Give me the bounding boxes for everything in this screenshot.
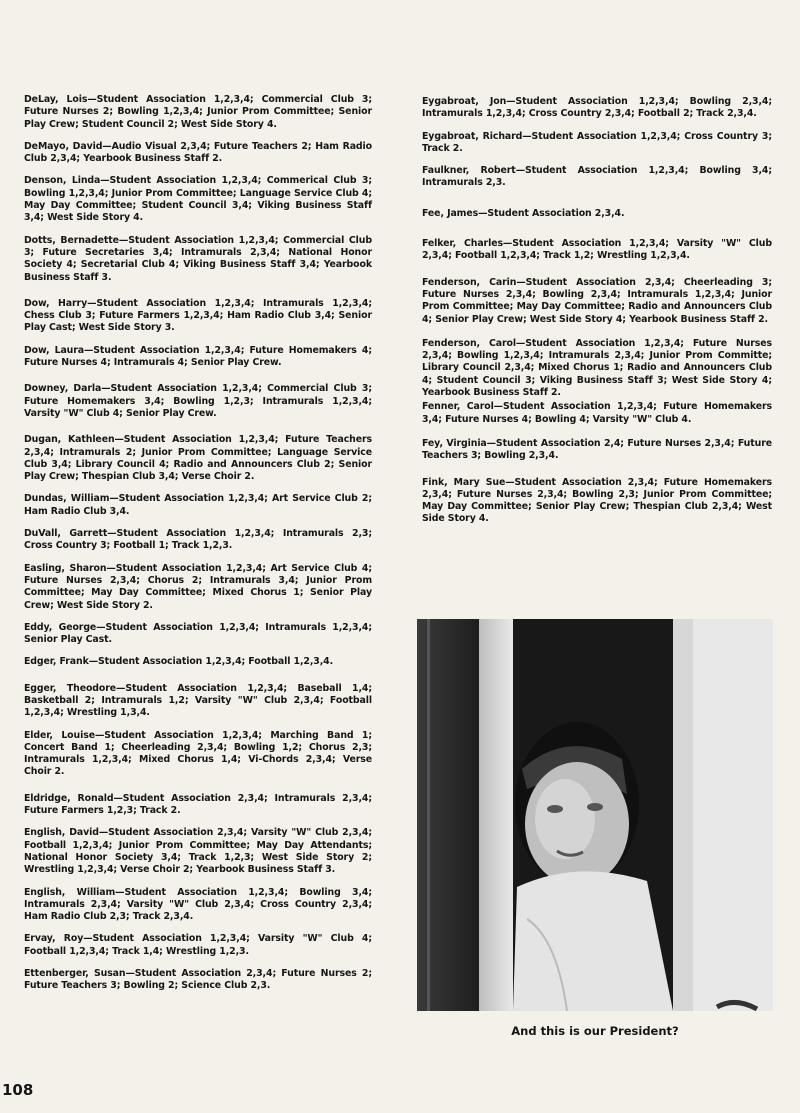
senior-entry: Eygabroat, Jon—Student Association 1,2,3,4; Bowling 2,3,4; Intramurals 1,2,3,4; Cross Country 2,3,4; Football 2; Track 2,3,4. [422, 96, 772, 120]
senior-entry: Downey, Darla—Student Association 1,2,3,4; Commercial Club 3; Future Homemakers 3,4; Bowling 1,2,3; Intramurals 1,2,3,4; Varsity "W" Club 4; Senior Play Crew. [24, 383, 372, 419]
left-column [24, 94, 372, 993]
senior-entry: Denson, Linda—Student Association 1,2,3,4; Commerical Club 3; Bowling 1,2,3,4; Junior Prom Committee; Language Service Club 4; May Day Committee; Student Council 3,4; Viking Business Staff 3,4; West Side Story 4. [24, 175, 372, 224]
senior-entry: DeLay, Lois—Student Association 1,2,3,4; Commercial Club 3; Future Nurses 2; Bowling 1,2,3,4; Junior Prom Committee; Senior Play Crew; Student Council 2; West Side Story 4. [24, 94, 372, 130]
senior-entry: Fenner, Carol—Student Association 1,2,3,4; Future Homemakers 3,4; Future Nurses 4; Bowling 4; Varsity "W" Club 4. [422, 401, 772, 425]
photo-caption: And this is our President? [511, 1024, 679, 1038]
senior-entry: Edger, Frank—Student Association 1,2,3,4; Football 1,2,3,4. [24, 656, 334, 668]
president-photo [417, 619, 773, 1011]
senior-entry: Dotts, Bernadette—Student Association 1,2,3,4; Commercial Club 3; Future Secretaries 3,4; Intramurals 2,3,4; National Honor Society 4; Secretarial Club 4; Viking Business Staff 3,4; Yearbook Business Staff 3. [24, 234, 372, 283]
senior-entry: Eldridge, Ronald—Student Association 2,3,4; Intramurals 2,3,4; Future Farmers 1,2,3; Track 2. [24, 792, 372, 817]
senior-entry: Easling, Sharon—Student Association 1,2,3,4; Art Service Club 4; Future Nurses 2,3,4; Chorus 2; Intramurals 3,4; Junior Prom Committee; May Day Committee; Mixed Chorus 1; Senior Play Crew; West Side Story 2. [24, 562, 372, 611]
senior-entry: Elder, Louise—Student Association 1,2,3,4; Marching Band 1; Concert Band 1; Cheerleading 2,3,4; Bowling 1,2; Chorus 2,3; Intramurals 1,2,3,4; Mixed Chorus 1,4; Vi-Chords 2,3,4; Verse Choir 2. [24, 729, 372, 778]
senior-entry: DuVall, Garrett—Student Association 1,2,3,4; Intramurals 2,3; Cross Country 3; Football 1; Track 1,2,3. [24, 528, 372, 552]
senior-entry: Egger, Theodore—Student Association 1,2,3,4; Baseball 1,4; Basketball 2; Intramurals 1,2; Varsity "W" Club 2,3,4; Football 1,2,3,4; Wrestling 1,3,4. [24, 682, 372, 719]
senior-entry: Fee, James—Student Association 2,3,4. [422, 207, 625, 219]
senior-entry: Ettenberger, Susan—Student Association 2,3,4; Future Nurses 2; Future Teachers 3; Bowling 2; Science Club 2,3. [24, 968, 372, 992]
senior-entry: Dundas, William—Student Association 1,2,3,4; Art Service Club 2; Ham Radio Club 3,4. [24, 493, 372, 517]
senior-entry: Fink, Mary Sue—Student Association 2,3,4; Future Homemakers 2,3,4; Future Nurses 2,3,4; Bowling 2,3; Junior Prom Committee; May Day Committee; Senior Play Crew; Thespian Club 2,3,4; West Side Story 4. [422, 476, 772, 525]
right-column [422, 96, 772, 526]
senior-entry: Fenderson, Carol—Student Association 1,2,3,4; Future Nurses 2,3,4; Bowling 1,2,3,4; Intramurals 2,3,4; Junior Prom Committe; Library Council 2,3,4; Mixed Chorus 1; Radio and Announcers Club 4; Student Council 3; Viking Business Staff 3; West Side Story 4; Yearbook Business Staff 2. [422, 337, 772, 399]
senior-entry: Fenderson, Carin—Student Association 2,3,4; Cheerleading 3; Future Nurses 2,3,4; Bowling 2,3,4; Intramurals 1,2,3,4; Junior Prom Committee; May Day Committee; Radio and Announcers Club 4; Senior Play Crew; West Side Story 4; Yearbook Business Staff 2. [422, 276, 772, 325]
senior-entry: English, David—Student Association 2,3,4; Varsity "W" Club 2,3,4; Football 1,2,3,4; Junior Prom Committee; May Day Attendants; National Honor Society 3,4; Track 1,2,3; West Side Story 2; Wrestling 1,2,3,4; Verse Choir 2; Yearbook Business Staff 3. [24, 827, 372, 876]
senior-entry: Ervay, Roy—Student Association 1,2,3,4; Varsity "W" Club 4; Football 1,2,3,4; Track 1,4; Wrestling 1,2,3. [24, 933, 372, 957]
senior-entry: Felker, Charles—Student Association 1,2,3,4; Varsity "W" Club 2,3,4; Football 1,2,3,4; Track 1,2; Wrestling 1,2,3,4. [422, 238, 772, 262]
president-photo-illustration [417, 619, 773, 1011]
senior-entry: Dow, Laura—Student Association 1,2,3,4; Future Homemakers 4; Future Nurses 4; Intramurals 4; Senior Play Crew. [24, 344, 372, 369]
senior-entry: Dow, Harry—Student Association 1,2,3,4; Intramurals 1,2,3,4; Chess Club 3; Future Farmers 1,2,3,4; Ham Radio Club 3,4; Senior Play Cast; West Side Story 3. [24, 297, 372, 334]
senior-entry: Dugan, Kathleen—Student Association 1,2,3,4; Future Teachers 2,3,4; Intramurals 2; Junior Prom Committee; Language Service Club 3,4; Library Council 4; Radio and Announcers Club 2; Senior Play Crew; Thespian Club 3,4; Verse Choir 2. [24, 434, 372, 483]
senior-entry: Fey, Virginia—Student Association 2,4; Future Nurses 2,3,4; Future Teachers 3; Bowling 2,3,4. [422, 437, 772, 462]
senior-entry: Eddy, George—Student Association 1,2,3,4; Intramurals 1,2,3,4; Senior Play Cast. [24, 621, 372, 646]
page-number: 108 [2, 1081, 34, 1099]
senior-entry: Eygabroat, Richard—Student Association 1,2,3,4; Cross Country 3; Track 2. [422, 130, 772, 154]
senior-entry: DeMayo, David—Audio Visual 2,3,4; Future Teachers 2; Ham Radio Club 2,3,4; Yearbook Business Staff 2. [24, 140, 372, 165]
senior-entry: English, William—Student Association 1,2,3,4; Bowling 3,4; Intramurals 2,3,4; Varsity "W" Club 2,3,4; Cross Country 2,3,4; Ham Radio Club 2,3; Track 2,3,4. [24, 886, 372, 923]
senior-entry: Faulkner, Robert—Student Association 1,2,3,4; Bowling 3,4; Intramurals 2,3. [422, 165, 772, 189]
